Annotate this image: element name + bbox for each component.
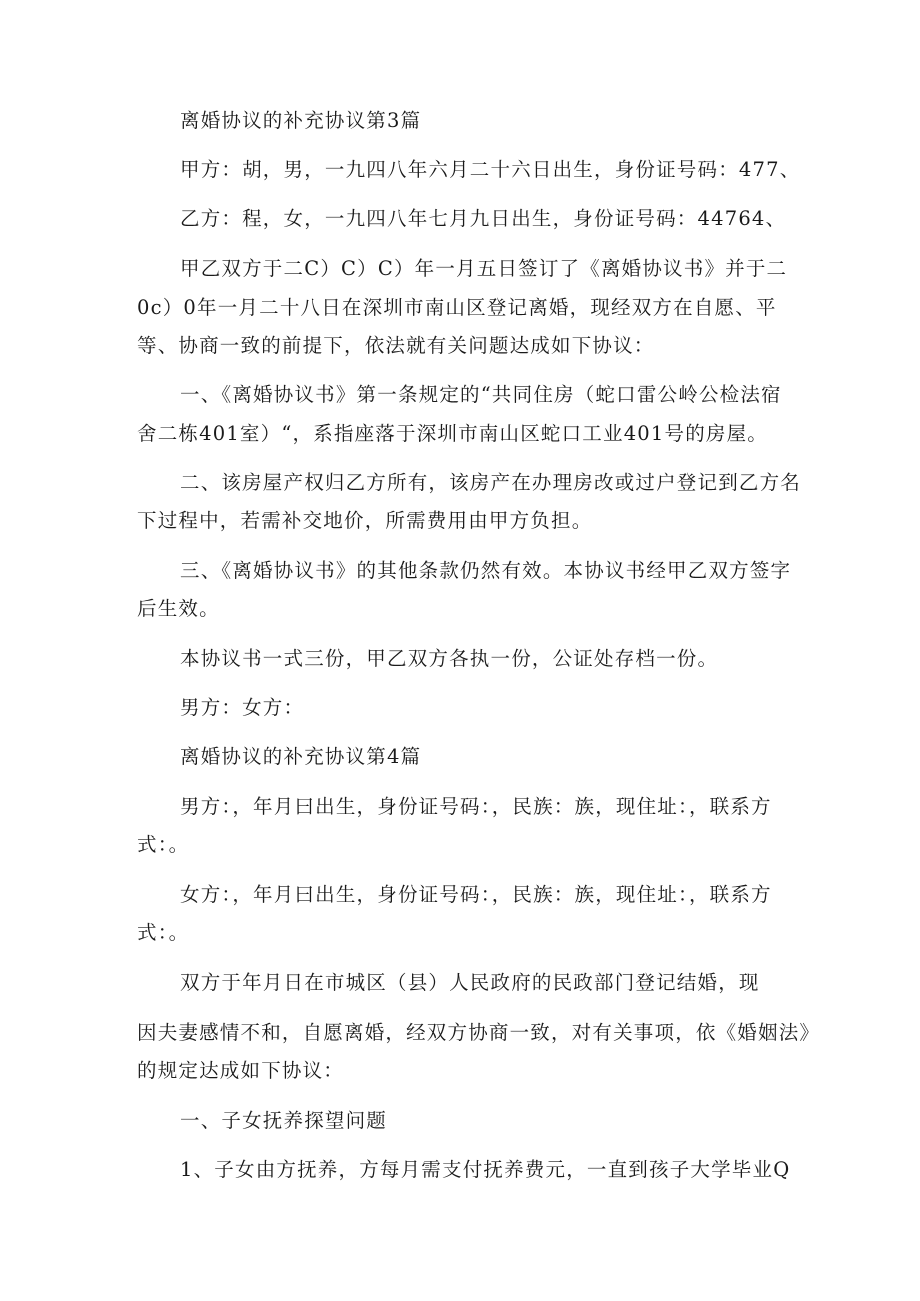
- male-info-line: 式：。: [137, 833, 190, 856]
- clause-1-line: 一、《离婚协议书》第一条规定的“共同住房（蛇口雷公岭公检法宿: [180, 383, 782, 406]
- marriage-paragraph-line: 的规定达成如下协议：: [137, 1059, 345, 1082]
- female-info-line: 女方：，年月曰出生，身份证号码：，民族：族，现住址：，联系方: [180, 883, 772, 906]
- numbered-item: 1、子女由方抚养，方每月需支付抚养费元，一直到孩子大学毕业Q: [180, 1158, 791, 1181]
- intro-paragraph-line: 0c）0年一月二十八日在深圳市南山区登记离婚，现经双方在自愿、平: [137, 296, 777, 319]
- section-heading: 一、子女抚养探望问题: [180, 1109, 388, 1132]
- clause-1-line: 舍二栋401室）“，系指座落于深圳市南山区蛇口工业401号的房屋。: [137, 422, 769, 445]
- clause-3-line: 三、《离婚协议书》的其他条款仍然有效。本协议书经甲乙双方签字: [180, 559, 792, 582]
- party-b-info: 乙方：程，女，一九四八年七月九日出生，身份证号码：44764、: [180, 207, 787, 230]
- section-title-4: 离婚协议的补充协议第4篇: [180, 745, 422, 768]
- party-a-info: 甲方：胡，男，一九四八年六月二十六日出生，身份证号码：477、: [180, 158, 801, 181]
- marriage-paragraph-line: 双方于年月日在市城区（县）人民政府的民政部门登记结婚，现: [180, 971, 760, 994]
- clause-2-line: 下过程中，若需补交地价，所需费用由甲方负担。: [137, 509, 593, 532]
- intro-paragraph-line: 甲乙双方于二C）C）C）年一月五日签订了《离婚协议书》并于二: [180, 257, 788, 280]
- clause-2-line: 二、该房屋产权归乙方所有，该房产在办理房改或过户登记到乙方名: [180, 471, 802, 494]
- marriage-paragraph-line: 因夫妻感情不和，自愿离婚，经双方协商一致，对有关事项，依《婚姻法》: [137, 1021, 821, 1044]
- signature-line: 男方：女方：: [180, 696, 305, 719]
- male-info-line: 男方：，年月曰出生，身份证号码：，民族：族，现住址：，联系方: [180, 795, 772, 818]
- copies-statement: 本协议书一式三份，甲乙双方各执一份，公证处存档一份。: [180, 647, 719, 670]
- clause-3-line: 后生效。: [137, 597, 220, 620]
- intro-paragraph-line: 等、协商一致的前提下，依法就有关问题达成如下协议：: [137, 334, 655, 357]
- female-info-line: 式：。: [137, 921, 190, 944]
- section-title-3: 离婚协议的补充协议第3篇: [180, 109, 422, 132]
